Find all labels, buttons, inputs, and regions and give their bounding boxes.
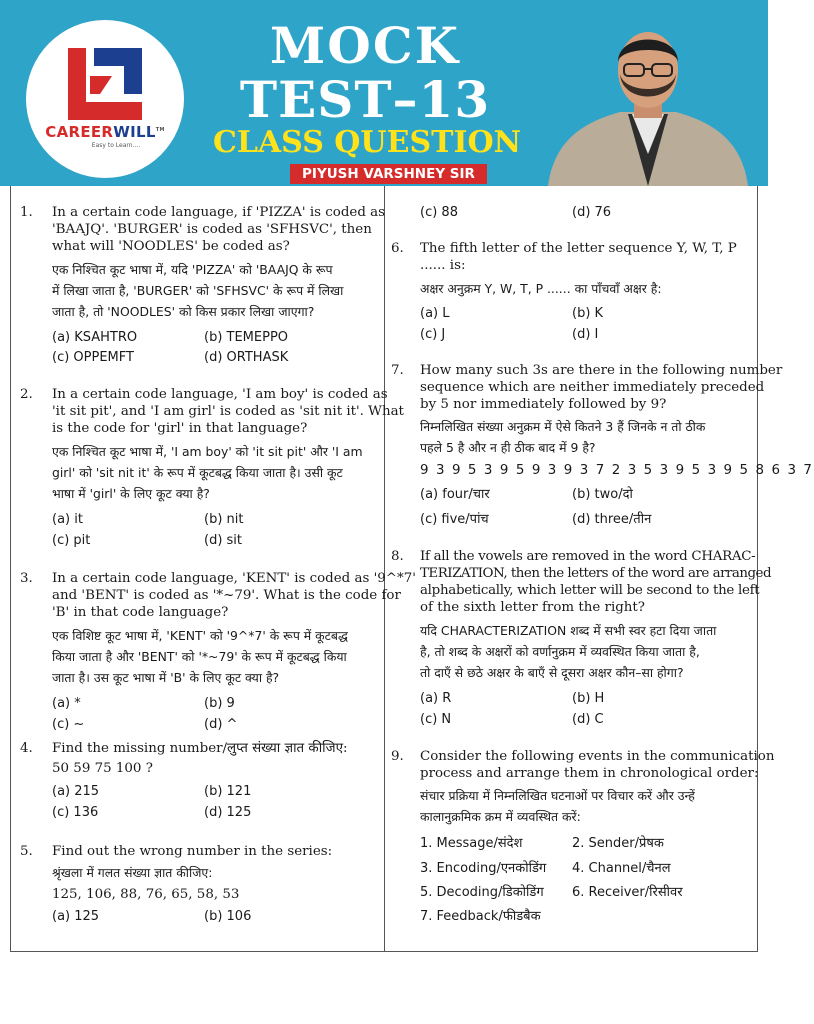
logo-brand-text: CAREERWILL™ <box>45 123 165 141</box>
logo-tagline: Easy to Learn.... <box>91 142 141 149</box>
event-item: 2. Sender/प्रेषक <box>572 836 664 851</box>
careerwill-logo <box>26 20 184 178</box>
question-number: 8. <box>391 549 404 564</box>
question-number: 7. <box>391 363 404 378</box>
option-d[interactable]: (d) three/तीन <box>572 512 652 527</box>
question-text-line: of the sixth letter from the right? <box>420 600 645 615</box>
question-text-line: In a certain code language, 'I am boy' is coded as <box>52 387 388 402</box>
question-text-line: 'BAAJQ'. 'BURGER' is coded as 'SFHSVC', then <box>52 222 372 237</box>
event-item: 5. Decoding/डिकोडिंग <box>420 885 544 900</box>
question-text-line: In a certain code language, if 'PIZZA' is coded as <box>52 205 386 220</box>
option-d[interactable]: (d) ^ <box>204 717 238 732</box>
option-b[interactable]: (b) TEMEPPO <box>204 330 289 345</box>
teacher-name-bar: PIYUSH VARSHNEY SIR <box>290 164 487 184</box>
option-c[interactable]: (c) five/पांच <box>420 512 489 527</box>
option-a[interactable]: (a) * <box>52 696 81 711</box>
question-text-line-hindi: अक्षर अनुक्रम Y, W, T, P ...... का पाँचवाँ अक्षर है: <box>420 281 662 296</box>
question-number: 9. <box>391 749 404 764</box>
question-text-line-hindi: यदि CHARACTERIZATION शब्द में सभी स्वर हटा दिया जाता <box>420 623 717 638</box>
option-a[interactable]: (a) R <box>420 691 452 706</box>
question-text-line-hindi: कालानुक्रमिक क्रम में व्यवस्थित करें: <box>420 809 581 824</box>
careerwill-logo-mark-icon <box>64 44 146 124</box>
subtitle-class-question: CLASS QUESTION <box>212 125 522 160</box>
option-b[interactable]: (b) nit <box>204 512 244 527</box>
number-sequence: 9 3 9 5 3 9 5 9 3 9 3 7 2 3 5 3 9 5 3 9 5 8 6 3 7 <box>420 463 814 478</box>
question-text-line-hindi: एक निश्चित कूट भाषा में, 'I am boy' को 'it sit pit' और 'I am <box>52 444 363 459</box>
question-text-line: Consider the following events in the communication <box>420 749 775 764</box>
option-c[interactable]: (c) pit <box>52 533 91 548</box>
question-number: 3. <box>20 571 33 586</box>
event-item: 1. Message/संदेश <box>420 836 523 851</box>
question-number: 2. <box>20 387 33 402</box>
question-text-line: by 5 nor immediately followed by 9? <box>420 397 667 412</box>
question-text-line-hindi: है, तो शब्द के अक्षरों को वर्णानुक्रम में व्यवस्थित किया जाता है, <box>420 644 700 659</box>
question-text-line-hindi: में लिखा जाता है, 'BURGER' को 'SFHSVC' के रूप में लिखा <box>52 283 344 298</box>
option-a[interactable]: (a) 125 <box>52 909 100 924</box>
question-text-line-hindi: निम्नलिखित संख्या अनुक्रम में ऐसे कितने 3 हैं जिनके न तो ठीक <box>420 419 706 434</box>
option-a[interactable]: (a) L <box>420 306 450 321</box>
question-text-line-hindi: जाता है, तो 'NOODLES' को किस प्रकार लिखा जाएगा? <box>52 304 315 319</box>
question-text-line: How many such 3s are there in the following number <box>420 363 783 378</box>
question-text-line-hindi: जाता है। उस कूट भाषा में 'B' के लिए कूट क्या है? <box>52 670 280 685</box>
question-text-line: is the code for 'girl' in that language? <box>52 421 308 436</box>
event-item: 7. Feedback/फीडबैक <box>420 909 541 924</box>
question-text-line: ...... is: <box>420 258 466 273</box>
option-c[interactable]: (c) 136 <box>52 805 99 820</box>
option-d[interactable]: (d) ORTHASK <box>204 350 289 365</box>
question-text-line-hindi: एक निश्चित कूट भाषा में, यदि 'PIZZA' को 'BAAJQ के रूप <box>52 262 333 277</box>
question-text-line-hindi: पहले 5 है और न ही ठीक बाद में 9 है? <box>420 440 596 455</box>
option-b[interactable]: (b) 9 <box>204 696 235 711</box>
event-item: 4. Channel/चैनल <box>572 861 671 876</box>
title-mock: MOCK <box>269 16 461 75</box>
question-text-line-hindi: एक विशिष्ट कूट भाषा में, 'KENT' को '9^*7' के रूप में कूटबद्ध <box>52 628 348 643</box>
question-text-line: alphabetically, which letter will be second to the left <box>420 583 760 598</box>
question-text-line: sequence which are neither immediately preceded <box>420 380 765 395</box>
option-b[interactable]: (b) two/दो <box>572 487 633 502</box>
option-d[interactable]: (d) 125 <box>204 805 252 820</box>
option-d[interactable]: (d) C <box>572 712 604 727</box>
option-c[interactable]: (c) OPPEMFT <box>52 350 134 365</box>
option-d[interactable]: (d) I <box>572 327 599 342</box>
option-a[interactable]: (a) it <box>52 512 83 527</box>
question-text-line-hindi: girl' को 'sit nit it' के रूप में कूटबद्ध किया जाता है। उसी कूट <box>52 465 343 480</box>
question-text-line: 50 59 75 100 ? <box>52 761 153 776</box>
option-c[interactable]: (c) N <box>420 712 452 727</box>
option-d[interactable]: (d) 76 <box>572 205 612 220</box>
question-number: 6. <box>391 241 404 256</box>
question-text-line-hindi: संचार प्रक्रिया में निम्नलिखित घटनाओं पर विचार करें और उन्हें <box>420 788 695 803</box>
question-text-line: The fifth letter of the letter sequence Y, W, T, P <box>420 241 737 256</box>
question-number: 1. <box>20 205 33 220</box>
teacher-photo <box>548 14 748 186</box>
option-b[interactable]: (b) 121 <box>204 784 252 799</box>
option-a[interactable]: (a) KSAHTRO <box>52 330 138 345</box>
title-test-number: TEST–13 <box>239 70 491 129</box>
option-b[interactable]: (b) H <box>572 691 605 706</box>
option-c[interactable]: (c) ~ <box>52 717 85 732</box>
header-banner <box>0 0 768 186</box>
option-b[interactable]: (b) 106 <box>204 909 252 924</box>
option-b[interactable]: (b) K <box>572 306 604 321</box>
question-text-line-hindi: तो दाएँ से छठे अक्षर के बाएँ से दूसरा अक्षर कौन–सा होगा? <box>420 665 684 680</box>
question-text-line: TERIZATION, then the letters of the word are arranged <box>420 566 772 581</box>
question-text-line: In a certain code language, 'KENT' is coded as '9^*7' <box>52 571 416 586</box>
option-c[interactable]: (c) J <box>420 327 446 342</box>
question-text-line: If all the vowels are removed in the word CHARAC- <box>420 549 756 564</box>
option-d[interactable]: (d) sit <box>204 533 243 548</box>
question-text-line: process and arrange them in chronological order: <box>420 766 759 781</box>
option-a[interactable]: (a) 215 <box>52 784 100 799</box>
question-text-line: what will 'NOODLES' be coded as? <box>52 239 290 254</box>
question-text-line-hindi: भाषा में 'girl' के लिए कूट क्या है? <box>52 486 210 501</box>
question-text-line: 'it sit pit', and 'I am girl' is coded as 'sit nit it'. What <box>52 404 404 419</box>
question-text-line-hindi: श्रृंखला में गलत संख्या ज्ञात कीजिए: <box>52 865 213 880</box>
question-text-line: 125, 106, 88, 76, 65, 58, 53 <box>52 887 240 902</box>
question-number: 5. <box>20 844 33 859</box>
question-text-line: and 'BENT' is coded as '*~79'. What is the code for <box>52 588 401 603</box>
option-a[interactable]: (a) four/चार <box>420 487 490 502</box>
event-item: 6. Receiver/रिसीवर <box>572 885 683 900</box>
option-c[interactable]: (c) 88 <box>420 205 458 220</box>
question-number: 4. <box>20 741 33 756</box>
column-divider <box>384 186 385 952</box>
question-text-line: 'B' in that code language? <box>52 605 229 620</box>
question-text-line-hindi: किया जाता है और 'BENT' को '*~79' के रूप में कूटबद्ध किया <box>52 649 347 664</box>
question-text-line: Find the missing number/लुप्त संख्या ज्ञात कीजिए: <box>52 741 348 756</box>
question-text-line: Find out the wrong number in the series: <box>52 844 333 859</box>
event-item: 3. Encoding/एनकोडिंग <box>420 861 547 876</box>
